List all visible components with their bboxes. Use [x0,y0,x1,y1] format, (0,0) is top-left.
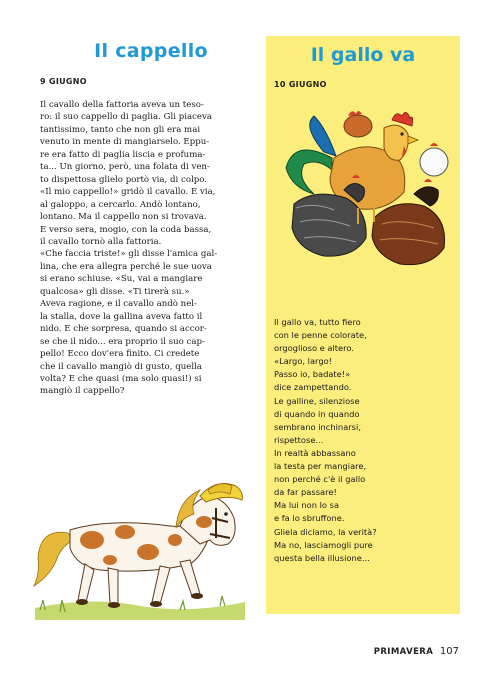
poem-line: da far passare! [274,487,337,498]
poem-line: Passo io, badate!» [274,369,351,380]
poem-line: In realtà abbassano [274,447,356,458]
poem-line: «Largo, largo! [274,356,332,367]
poem-line: rispettose... [274,434,324,445]
poem-line: la testa per mangiare, [274,461,367,472]
story-line: «Il mio cappello!» gridò il cavallo. E via, [40,187,216,198]
poem-line: Le galline, silenziose [274,395,360,406]
poem-line: e fa lo sbruffone. [274,513,345,524]
story-line: venuto in mente di mangiarselo. Eppu- [40,137,210,148]
poem-panel [266,36,460,614]
story-line: tantissimo, tanto che non gli era mai [40,124,201,135]
left-column [40,36,262,398]
poem-line: sembrano inchinarsi, [274,421,361,432]
horse-illustration [30,478,250,620]
rooster-hens-illustration [274,98,454,288]
page-footer [374,646,459,657]
story-line: lontano. Ma il cappello non si trovava. [40,212,207,223]
story-line: re era fatto di paglia liscia e profuma- [40,149,206,160]
story-line: al galoppo, a cercarlo. Andò lontano, [40,199,201,210]
story-line: volta? E che quasi (ma solo quasi!) si [40,373,202,384]
story-line: la stalla, dove la gallina aveva fatto il [40,311,203,322]
poem-text [274,316,454,565]
story-line: lina, che era allegra perché le sue uova [40,261,212,272]
story-line: ro: il suo cappello di paglia. Gli piaceva [40,112,212,123]
poem-line: Gliela diciamo, la verità? [274,526,377,537]
section-name: PRIMAVERA [373,647,434,657]
story-date: 9 GIUGNO [40,77,87,86]
page-number: 107 [439,646,459,657]
poem-line: questa bella illusione... [274,552,370,563]
story-line: mangiò il cappello? [40,386,125,397]
story-line: il cavallo tornò alla fattoria. [40,236,162,247]
poem-line: dice zampettando. [274,382,352,393]
story-text [40,99,262,398]
story-line: pello! Ecco dov'era finito. Ci credete [40,349,200,360]
poem-line: orgoglioso e altero. [274,343,354,354]
story-line: qualcosa» gli disse. «Ti tirerà su.» [40,286,190,297]
story-line: Aveva ragione, e il cavallo andò nel- [40,299,197,310]
poem-line: Ma no, lasciamogli pure [274,539,373,550]
poem-line: non perché c'è il gallo [274,474,366,485]
story-line: che il cavallo mangiò di gusto, quella [40,361,202,372]
poem-line: Il gallo va, tutto fiero [274,317,361,327]
poem-line: con le penne colorate, [274,330,367,341]
story-title: Il cappello [94,40,208,62]
story-line: to dispettosa glielo portò via, di colpo. [40,174,207,185]
story-line: nido. E che sorpresa, quando si accor- [40,324,207,335]
poem-line: di quando in quando [274,408,360,419]
story-line: Il cavallo della fattoria aveva un teso- [40,100,204,110]
poem-line: Ma lui non lo sa [274,500,340,511]
poem-title: Il gallo va [310,44,416,66]
story-line: ta... Un giorno, però, una folata di ven- [40,162,210,173]
story-line: E verso sera, mogio, con la coda bassa, [40,224,212,235]
story-line: «Che faccia triste!» gli disse l'amica gal- [40,249,218,260]
story-line: se che il nido... era proprio il suo cap- [40,336,205,347]
story-line: si erano schiuse. «Su, vai a mangiare [40,274,203,285]
poem-date: 10 GIUGNO [274,80,327,89]
